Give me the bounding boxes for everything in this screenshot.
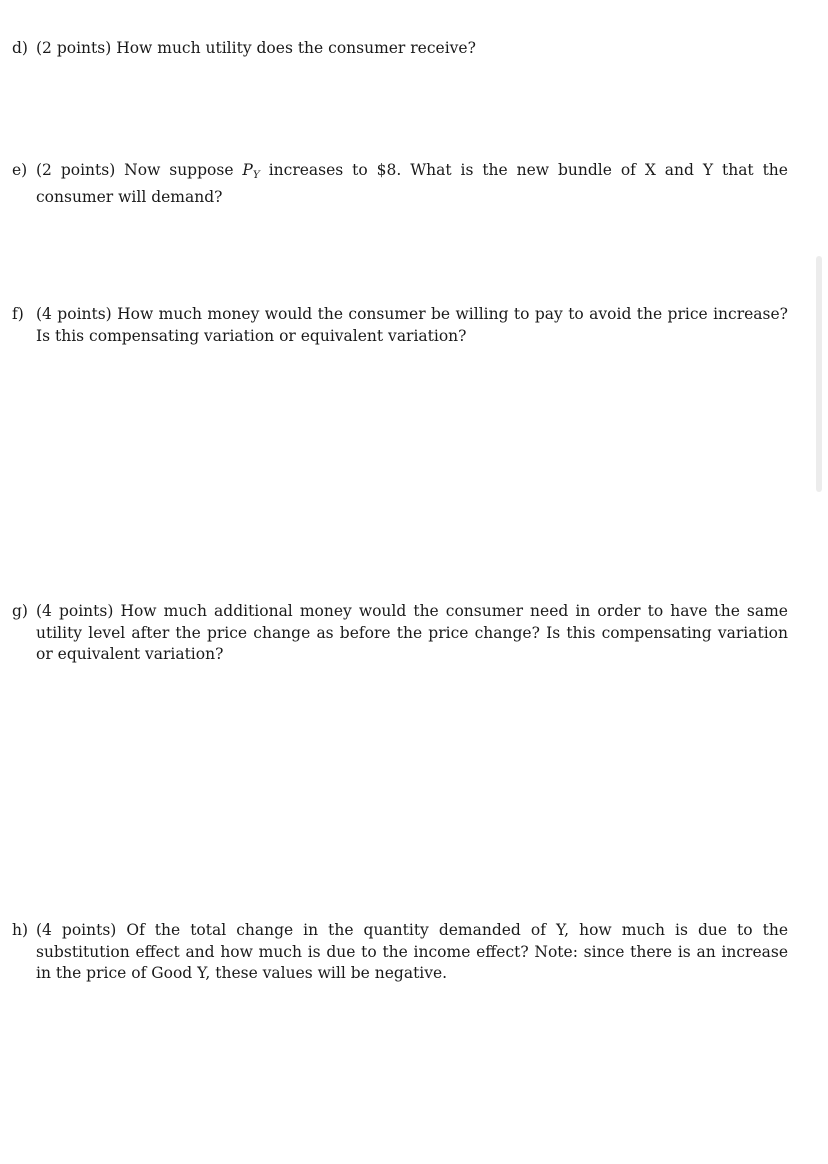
question-points: (4 points) (36, 921, 117, 939)
question-prompt: How much utility does the consumer receive? (116, 39, 476, 57)
question-label: d) (12, 39, 28, 57)
question-points: (2 points) (36, 161, 116, 179)
price-subscript: Y (252, 169, 260, 181)
question-prompt-start: Now suppose (124, 161, 234, 179)
question-prompt-end: increases to $8. What is the new bundle of X and Y that the consumer will demand? (36, 161, 788, 206)
question-e (12, 160, 788, 208)
question-h (12, 920, 788, 985)
question-text (36, 920, 788, 985)
question-g (12, 601, 788, 666)
question-text (36, 160, 788, 208)
question-text (36, 601, 788, 666)
question-points: (4 points) (36, 602, 114, 620)
question-d (12, 38, 788, 60)
price-variable: P (242, 161, 253, 179)
question-label: h) (12, 921, 29, 939)
question-points: (4 points) (36, 305, 112, 323)
question-label: g) (12, 602, 28, 620)
question-prompt: How much money would the consumer be willing to pay to avoid the price increase? Is this compensating variation or equivalent variation? (36, 305, 788, 345)
question-text (36, 38, 788, 60)
scrollbar[interactable] (816, 256, 822, 492)
question-label: e) (12, 161, 28, 179)
question-text (36, 304, 788, 347)
question-prompt: Of the total change in the quantity demanded of Y, how much is due to the substitution effect and how much is due to the income effect? Note: since there is an increase in the price of Good Y, these values will be negative. (36, 921, 788, 982)
question-label: f) (12, 305, 24, 323)
question-points: (2 points) (36, 39, 112, 57)
question-f (12, 304, 788, 347)
price-symbol (242, 161, 259, 179)
question-prompt: How much additional money would the consumer need in order to have the same utility level after the price change as before the price change? Is this compensating variation or equivalent variation? (36, 602, 788, 663)
